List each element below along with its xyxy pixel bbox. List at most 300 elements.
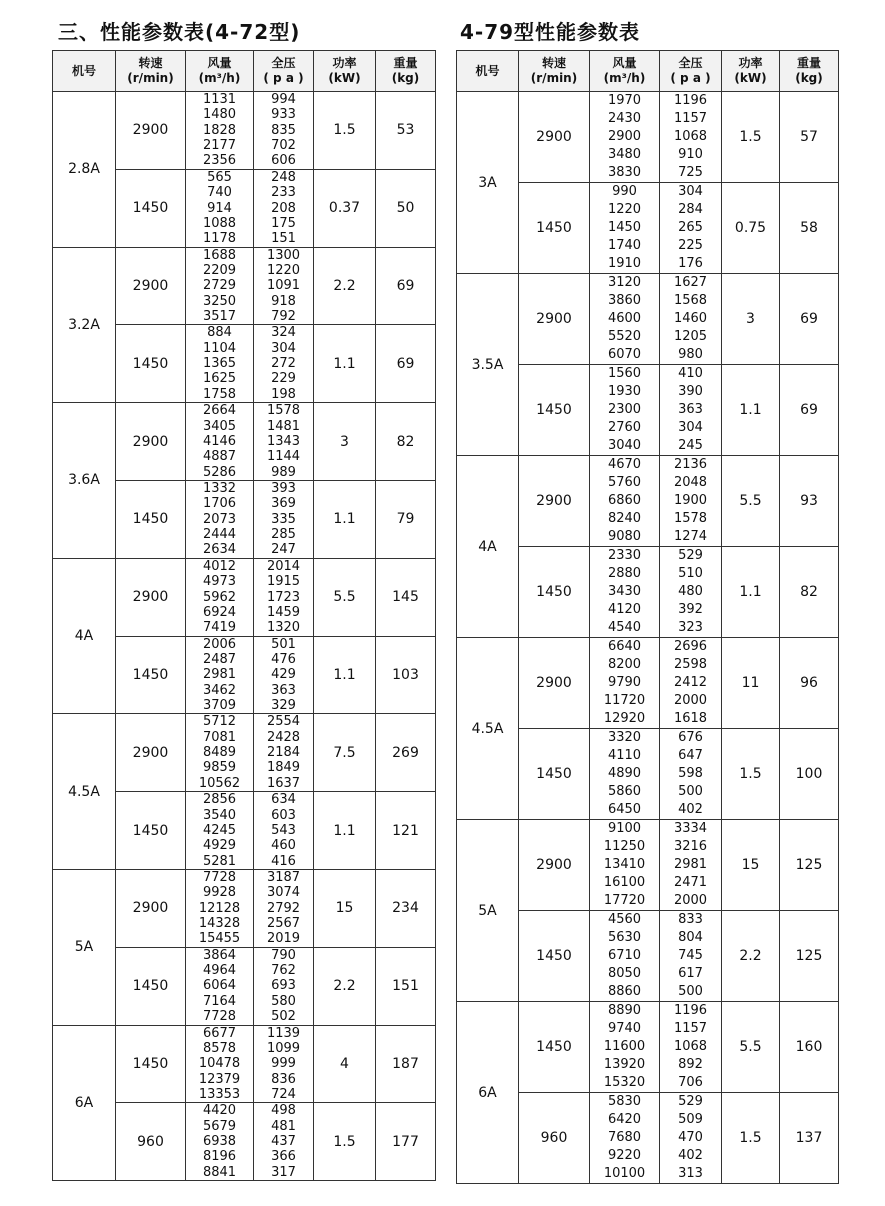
flow-value: 1758: [202, 386, 237, 402]
power-cell: 3: [722, 274, 780, 365]
flow-value: 4012: [202, 558, 237, 574]
flow-value: 6064: [202, 978, 237, 994]
flow-cell: [186, 792, 254, 870]
flow-value: 4540: [607, 620, 642, 635]
pressure-value: 304: [678, 420, 703, 435]
weight-cell: 57: [780, 92, 839, 183]
flow-value: 13410: [603, 857, 646, 872]
weight-cell: 160: [780, 1002, 839, 1093]
pressure-cell: [254, 558, 314, 636]
power-cell: 1.5: [722, 1093, 780, 1184]
table-row: [457, 638, 839, 729]
pressure-value: 529: [678, 548, 703, 563]
flow-value: 3250: [202, 293, 237, 309]
performance-table-4-79: [456, 50, 839, 1184]
header-speed-line: (r/min): [127, 71, 174, 85]
table-header: [53, 51, 436, 92]
flow-value: 2300: [607, 402, 642, 417]
flow-value: 2900: [607, 129, 642, 144]
flow-value: 10100: [603, 1166, 646, 1181]
power-cell: 1.5: [314, 1103, 376, 1181]
power-cell: 1.1: [314, 792, 376, 870]
pressure-value: 335: [271, 511, 296, 527]
pressure-value: 1568: [673, 293, 708, 308]
pressure-value: 2412: [673, 675, 708, 690]
model-cell: 5A: [53, 869, 116, 1025]
weight-cell: 50: [376, 169, 436, 247]
pressure-value: 762: [271, 963, 296, 979]
pressure-value: 3216: [673, 839, 708, 854]
pressure-value: 702: [271, 138, 296, 154]
weight-cell: 187: [376, 1025, 436, 1103]
header-pressure: [660, 51, 722, 92]
flow-value: 1178: [202, 231, 237, 247]
flow-cell: [186, 1103, 254, 1181]
flow-value: 3040: [607, 438, 642, 453]
pressure-value: 1205: [673, 329, 708, 344]
weight-cell: 69: [780, 365, 839, 456]
pressure-cell: [254, 325, 314, 403]
header-speed-line: 转速: [138, 56, 163, 70]
pressure-value: 1068: [673, 129, 708, 144]
flow-value: 16100: [603, 875, 646, 890]
flow-value: 2856: [202, 792, 237, 808]
flow-value: 15455: [198, 931, 241, 947]
flow-value: 1480: [202, 107, 237, 123]
pressure-value: 1915: [266, 574, 301, 590]
pressure-value: 745: [678, 948, 703, 963]
table-row: [53, 1025, 436, 1103]
pressure-value: 2019: [266, 931, 301, 947]
pressure-value: 833: [678, 912, 703, 927]
pressure-value: 725: [678, 165, 703, 180]
flow-value: 12920: [603, 711, 646, 726]
weight-cell: 58: [780, 183, 839, 274]
pressure-value: 910: [678, 147, 703, 162]
flow-value: 8860: [607, 984, 642, 999]
table-row: [457, 274, 839, 365]
pressure-value: 510: [678, 566, 703, 581]
power-cell: 5.5: [722, 456, 780, 547]
pressure-value: 500: [678, 984, 703, 999]
flow-value: 1332: [202, 480, 237, 496]
model-cell: 3.6A: [53, 403, 116, 559]
pressure-value: 529: [678, 1094, 703, 1109]
pressure-value: 363: [678, 402, 703, 417]
header-power-line: 功率: [738, 56, 763, 70]
pressure-value: 416: [271, 853, 296, 869]
weight-cell: 53: [376, 92, 436, 170]
pressure-value: 892: [678, 1057, 703, 1072]
pressure-value: 1157: [673, 1021, 708, 1036]
model-cell: 6A: [457, 1002, 519, 1184]
power-cell: 1.5: [722, 729, 780, 820]
pressure-value: 1157: [673, 111, 708, 126]
flow-value: 1706: [202, 496, 237, 512]
flow-value: 6860: [607, 493, 642, 508]
flow-value: 5860: [607, 784, 642, 799]
pressure-cell: [254, 92, 314, 170]
pressure-value: 460: [271, 838, 296, 854]
flow-value: 4670: [607, 457, 642, 472]
header-speed: [116, 51, 186, 92]
flow-value: 4146: [202, 433, 237, 449]
pressure-cell: [660, 729, 722, 820]
flow-value: 8489: [202, 745, 237, 761]
flow-cell: [186, 869, 254, 947]
pressure-value: 233: [271, 185, 296, 201]
pressure-cell: [254, 714, 314, 792]
speed-cell: 2900: [519, 456, 590, 547]
pressure-value: 3334: [673, 821, 708, 836]
header-power-line: 功率: [332, 56, 357, 70]
pressure-value: 470: [678, 1130, 703, 1145]
flow-value: 17720: [603, 893, 646, 908]
flow-value: 5286: [202, 464, 237, 480]
speed-cell: 2900: [519, 92, 590, 183]
flow-value: 4420: [202, 1103, 237, 1119]
pressure-value: 151: [271, 231, 296, 247]
pressure-value: 363: [271, 682, 296, 698]
flow-value: 1828: [202, 122, 237, 138]
pressure-cell: [660, 92, 722, 183]
power-cell: 1.1: [722, 365, 780, 456]
table-body: [53, 92, 436, 1181]
speed-cell: 2900: [116, 869, 186, 947]
pressure-value: 410: [678, 366, 703, 381]
flow-value: 2356: [202, 153, 237, 169]
pressure-value: 1900: [673, 493, 708, 508]
pressure-cell: [254, 1103, 314, 1181]
flow-cell: [590, 274, 660, 365]
pressure-value: 501: [271, 636, 296, 652]
weight-cell: 125: [780, 820, 839, 911]
pressure-value: 1578: [673, 511, 708, 526]
pressure-value: 1481: [266, 418, 301, 434]
flow-value: 13353: [198, 1087, 241, 1102]
header-power: [314, 51, 376, 92]
pressure-value: 1099: [266, 1040, 301, 1056]
flow-value: 5520: [607, 329, 642, 344]
model-cell: 2.8A: [53, 92, 116, 248]
pressure-cell: [660, 183, 722, 274]
pressure-value: 3187: [266, 869, 301, 885]
header-row: [457, 51, 839, 92]
flow-cell: [186, 92, 254, 170]
pressure-value: 2000: [673, 693, 708, 708]
flow-value: 1688: [202, 247, 237, 263]
flow-value: 8050: [607, 966, 642, 981]
header-pressure-line: ( p a ): [670, 71, 711, 85]
pressure-cell: [254, 869, 314, 947]
pressure-value: 706: [678, 1075, 703, 1090]
pressure-value: 2981: [673, 857, 708, 872]
flow-value: 4973: [202, 574, 237, 590]
flow-value: 4929: [202, 838, 237, 854]
power-cell: 2.2: [722, 911, 780, 1002]
speed-cell: 1450: [116, 169, 186, 247]
flow-value: 3120: [607, 275, 642, 290]
flow-value: 2729: [202, 278, 237, 294]
pressure-value: 1068: [673, 1039, 708, 1054]
pressure-cell: [254, 947, 314, 1025]
pressure-cell: [660, 547, 722, 638]
pressure-value: 480: [678, 584, 703, 599]
flow-value: 3540: [202, 807, 237, 823]
pressure-cell: [660, 456, 722, 547]
flow-value: 9100: [607, 821, 642, 836]
speed-cell: 1450: [519, 183, 590, 274]
flow-value: 7419: [202, 620, 237, 636]
flow-value: 1625: [202, 371, 237, 387]
header-pressure-line: ( p a ): [263, 71, 304, 85]
pressure-value: 676: [678, 730, 703, 745]
flow-value: 7164: [202, 993, 237, 1009]
flow-cell: [590, 911, 660, 1002]
flow-value: 15320: [603, 1075, 646, 1090]
flow-value: 12128: [198, 900, 241, 916]
flow-value: 4110: [607, 748, 642, 763]
flow-value: 3830: [607, 165, 642, 180]
pressure-value: 790: [271, 947, 296, 963]
pressure-value: 502: [271, 1009, 296, 1025]
pressure-cell: [254, 636, 314, 714]
flow-value: 4600: [607, 311, 642, 326]
flow-value: 2073: [202, 511, 237, 527]
power-cell: 0.37: [314, 169, 376, 247]
flow-cell: [186, 325, 254, 403]
header-speed-line: (r/min): [530, 71, 578, 85]
table-row: [53, 869, 436, 947]
table-header: [457, 51, 839, 92]
pressure-value: 2598: [673, 657, 708, 672]
table-row: [457, 820, 839, 911]
pressure-value: 1459: [266, 604, 301, 620]
power-cell: 15: [314, 869, 376, 947]
flow-cell: [186, 714, 254, 792]
weight-cell: 93: [780, 456, 839, 547]
pressure-cell: [660, 820, 722, 911]
weight-cell: 234: [376, 869, 436, 947]
pressure-value: 724: [271, 1087, 296, 1102]
flow-value: 8578: [202, 1040, 237, 1056]
flow-value: 4120: [607, 602, 642, 617]
speed-cell: 2900: [519, 638, 590, 729]
flow-value: 3462: [202, 682, 237, 698]
flow-value: 2177: [202, 138, 237, 154]
table-row: [53, 92, 436, 170]
weight-cell: 69: [376, 247, 436, 325]
pressure-value: 366: [271, 1149, 296, 1165]
speed-cell: 2900: [116, 247, 186, 325]
flow-value: 1104: [202, 340, 237, 356]
header-model: [457, 51, 519, 92]
pressure-value: 284: [678, 202, 703, 217]
flow-value: 5712: [202, 714, 237, 730]
header-speed-line: 转速: [541, 56, 566, 70]
pressure-value: 2428: [266, 729, 301, 745]
speed-cell: 2900: [519, 820, 590, 911]
pressure-value: 836: [271, 1071, 296, 1087]
pressure-value: 393: [271, 480, 296, 496]
pressure-value: 317: [271, 1164, 296, 1180]
flow-value: 12379: [198, 1071, 241, 1087]
pressure-value: 1637: [266, 775, 301, 791]
flow-value: 565: [207, 169, 232, 185]
flow-cell: [590, 365, 660, 456]
pressure-value: 1627: [673, 275, 708, 290]
flow-cell: [590, 547, 660, 638]
model-cell: 5A: [457, 820, 519, 1002]
flow-cell: [186, 480, 254, 558]
pressure-value: 429: [271, 667, 296, 683]
pressure-value: 1320: [266, 620, 301, 636]
pressure-value: 1144: [266, 449, 301, 465]
table-row: [457, 92, 839, 183]
pressure-value: 2014: [266, 558, 301, 574]
power-cell: 4: [314, 1025, 376, 1103]
flow-value: 6450: [607, 802, 642, 817]
header-weight: [780, 51, 839, 92]
model-cell: 3.2A: [53, 247, 116, 403]
flow-value: 2444: [202, 527, 237, 543]
pressure-value: 634: [271, 792, 296, 808]
flow-value: 990: [612, 184, 637, 199]
table-title-4-79: 4-79型性能参数表: [460, 20, 641, 44]
flow-value: 7680: [607, 1130, 642, 1145]
pressure-value: 509: [678, 1112, 703, 1127]
table-row: [457, 1002, 839, 1093]
pressure-value: 272: [271, 356, 296, 372]
flow-value: 11720: [603, 693, 646, 708]
speed-cell: 1450: [116, 792, 186, 870]
header-power-line: (kW): [734, 71, 767, 85]
flow-value: 4964: [202, 963, 237, 979]
weight-cell: 79: [376, 480, 436, 558]
pressure-value: 175: [271, 215, 296, 231]
weight-cell: 121: [376, 792, 436, 870]
speed-cell: 2900: [116, 92, 186, 170]
performance-table-4-72: [52, 50, 436, 1181]
weight-cell: 82: [780, 547, 839, 638]
pressure-value: 2000: [673, 893, 708, 908]
flow-value: 1970: [607, 93, 642, 108]
flow-value: 914: [207, 200, 232, 216]
pressure-value: 1274: [673, 529, 708, 544]
flow-cell: [590, 729, 660, 820]
header-power-line: (kW): [328, 71, 361, 85]
flow-cell: [186, 558, 254, 636]
header-pressure: [254, 51, 314, 92]
pressure-value: 3074: [266, 885, 301, 901]
pressure-value: 994: [271, 92, 296, 107]
power-cell: 0.75: [722, 183, 780, 274]
flow-value: 3860: [607, 293, 642, 308]
speed-cell: 1450: [116, 636, 186, 714]
flow-value: 6938: [202, 1134, 237, 1150]
pressure-value: 693: [271, 978, 296, 994]
speed-cell: 1450: [519, 365, 590, 456]
table-row: [53, 558, 436, 636]
pressure-value: 176: [678, 256, 703, 271]
pressure-value: 245: [678, 438, 703, 453]
pressure-cell: [660, 1093, 722, 1184]
flow-value: 13920: [603, 1057, 646, 1072]
flow-value: 5679: [202, 1118, 237, 1134]
pressure-value: 390: [678, 384, 703, 399]
pressure-value: 2554: [266, 714, 301, 730]
header-flow-line: (m³/h): [198, 71, 241, 85]
pressure-value: 1618: [673, 711, 708, 726]
pressure-value: 323: [678, 620, 703, 635]
model-cell: 6A: [53, 1025, 116, 1181]
speed-cell: 1450: [519, 547, 590, 638]
flow-value: 9740: [607, 1021, 642, 1036]
flow-value: 9790: [607, 675, 642, 690]
pressure-value: 2471: [673, 875, 708, 890]
weight-cell: 69: [780, 274, 839, 365]
flow-value: 2006: [202, 636, 237, 652]
flow-value: 6924: [202, 604, 237, 620]
pressure-value: 313: [678, 1166, 703, 1181]
header-flow: [186, 51, 254, 92]
pressure-value: 1196: [673, 93, 708, 108]
flow-value: 6677: [202, 1025, 237, 1041]
table-row: [53, 403, 436, 481]
pressure-value: 989: [271, 464, 296, 480]
model-cell: 3.5A: [457, 274, 519, 456]
flow-value: 11600: [603, 1039, 646, 1054]
flow-value: 3480: [607, 147, 642, 162]
speed-cell: 2900: [519, 274, 590, 365]
model-cell: 4.5A: [457, 638, 519, 820]
pressure-value: 1091: [266, 278, 301, 294]
flow-value: 3320: [607, 730, 642, 745]
flow-value: 2430: [607, 111, 642, 126]
weight-cell: 69: [376, 325, 436, 403]
flow-value: 6070: [607, 347, 642, 362]
pressure-value: 324: [271, 325, 296, 341]
pressure-value: 392: [678, 602, 703, 617]
pressure-value: 999: [271, 1056, 296, 1072]
flow-value: 1365: [202, 356, 237, 372]
pressure-value: 2184: [266, 745, 301, 761]
pressure-value: 304: [271, 340, 296, 356]
pressure-value: 402: [678, 1148, 703, 1163]
model-cell: 4A: [457, 456, 519, 638]
pressure-cell: [254, 1025, 314, 1103]
power-cell: 7.5: [314, 714, 376, 792]
pressure-value: 476: [271, 651, 296, 667]
flow-value: 8841: [202, 1164, 237, 1180]
weight-cell: 125: [780, 911, 839, 1002]
weight-cell: 103: [376, 636, 436, 714]
flow-value: 884: [207, 325, 232, 341]
pressure-value: 402: [678, 802, 703, 817]
header-weight-line: (kg): [391, 71, 420, 85]
pressure-value: 835: [271, 122, 296, 138]
power-cell: 1.1: [314, 480, 376, 558]
pressure-cell: [254, 169, 314, 247]
flow-value: 4245: [202, 822, 237, 838]
pressure-value: 500: [678, 784, 703, 799]
pressure-value: 1300: [266, 247, 301, 263]
pressure-value: 329: [271, 698, 296, 714]
table-row: [53, 247, 436, 325]
weight-cell: 177: [376, 1103, 436, 1181]
pressure-cell: [254, 792, 314, 870]
pressure-cell: [254, 247, 314, 325]
